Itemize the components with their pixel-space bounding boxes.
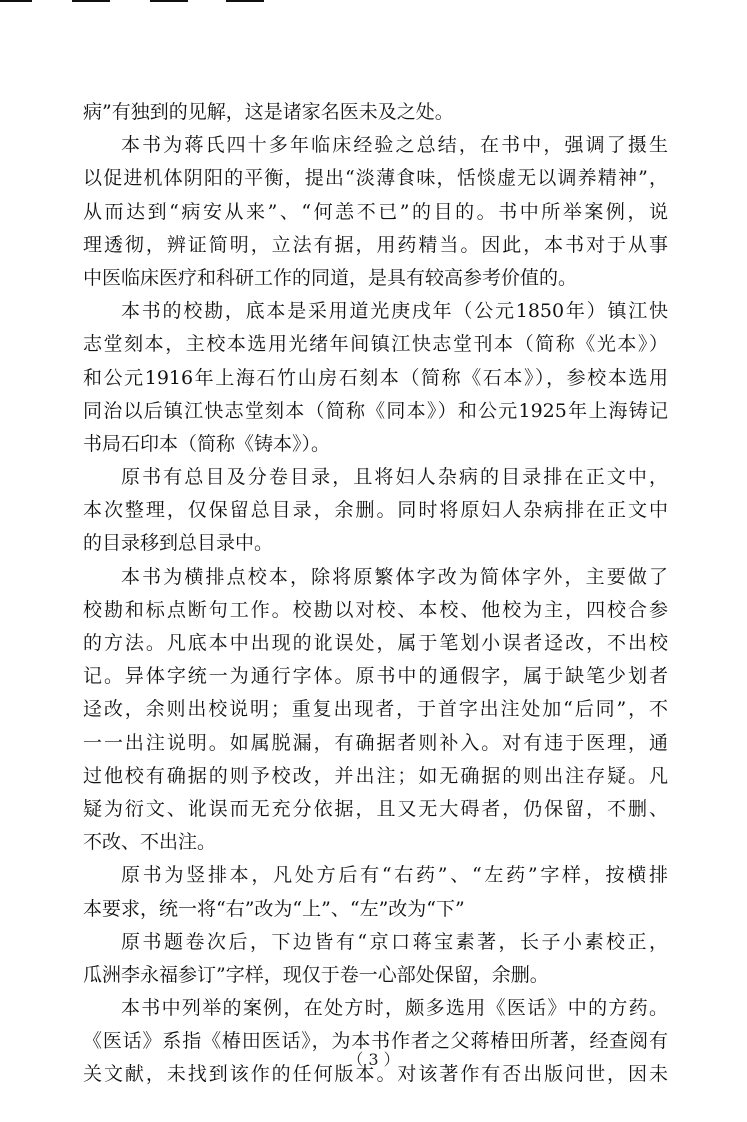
text-line: 的目录移到总目录中。 [83,532,274,555]
text-line: 瓜洲李永福参订”字样，现仅于卷一心部处保留，余删。 [83,963,549,986]
text-line: 书局石印本（简称《铸本》）。 [83,432,331,455]
text-line: 关文献，未找到该作的任何版本。对该著作有否出版问世，因未 [83,1063,668,1086]
text-line: 一一出注说明。如属脱漏，有确据者则补入。对有违于医理，通 [83,731,668,754]
text-line: 同治以后镇江快志堂刻本（简称《同本》）和公元1925年上海铸记 [83,399,668,422]
text-line: 原书题卷次后，下边皆有“京口蒋宝素著，长子小素校正， [121,930,668,953]
text-line: 不改、不出注。 [83,831,217,854]
header-rules [0,0,747,6]
text-line: 理透彻，辨证简明，立法有据，用药精当。因此，本书对于从事 [83,233,668,256]
text-line: 原书为竖排本，凡处方后有“右药”、“左药”字样，按横排 [121,864,668,887]
text-line: 记。异体字统一为通行字体。原书中的通假字，属于缺笔少划者 [83,665,668,688]
text-line: 原书有总目及分卷目录，且将妇人杂病的目录排在正文中， [121,466,668,489]
header-rule [226,0,264,2]
text-line: 病”有独到的见解，这是诸家名医未及之处。 [83,101,454,123]
text-line: 本书为蒋氏四十多年临床经验之总结，在书中，强调了摄生 [121,134,668,157]
header-rule [0,0,32,2]
text-line: 以促进机体阴阳的平衡，提出“淡薄食味，恬惔虚无以调养精神”， [83,167,668,190]
text-line: 迳改，余则出校说明；重复出现者，于首字出注处加“后同”，不 [83,698,668,721]
page-number: （ 3 ） [347,1050,400,1069]
text-line: 《医话》系指《椿田医话》，为本书作者之父蒋椿田所著，经查阅有 [83,1030,668,1053]
text-line: 本书中列举的案例，在处方时，颇多选用《医话》中的方药。 [121,997,668,1020]
text-line: 志堂刻本，主校本选用光绪年间镇江快志堂刊本（简称《光本》） [83,333,668,356]
text-line: 和公元1916年上海石竹山房石刻本（简称《石本》），参校本选用 [83,366,668,389]
text-line: 本书的校勘，底本是采用道光庚戌年（公元1850年）镇江快 [121,300,668,323]
text-line: 校勘和标点断句工作。校勘以对校、本校、他校为主，四校合参 [83,598,668,621]
text-line: 本书为横排点校本，除将原繁体字改为简体字外，主要做了 [121,565,668,588]
text-line: 本次整理，仅保留总目录，余删。同时将原妇人杂病排在正文中 [83,499,668,522]
text-line: 从而达到“病安从来”、“何恙不已”的目的。书中所举案例，说 [83,200,668,223]
body-text [83,96,668,1092]
text-line: 的方法。凡底本中出现的讹误处，属于笔划小误者迳改，不出校 [83,632,668,654]
text-line: 疑为衍文、讹误而无充分依据，且又无大碍者，仍保留，不删、 [83,797,668,820]
text-line: 过他校有确据的则予校改，并出注；如无确据的则出注存疑。凡 [83,764,668,787]
header-rule [150,0,188,2]
text-line: 中医临床医疗和科研工作的同道，是具有较高参考价值的。 [83,266,578,289]
text-line: 本要求，统一将“右”改为“上”、“左”改为“下” [83,897,465,920]
header-rule [72,0,110,2]
